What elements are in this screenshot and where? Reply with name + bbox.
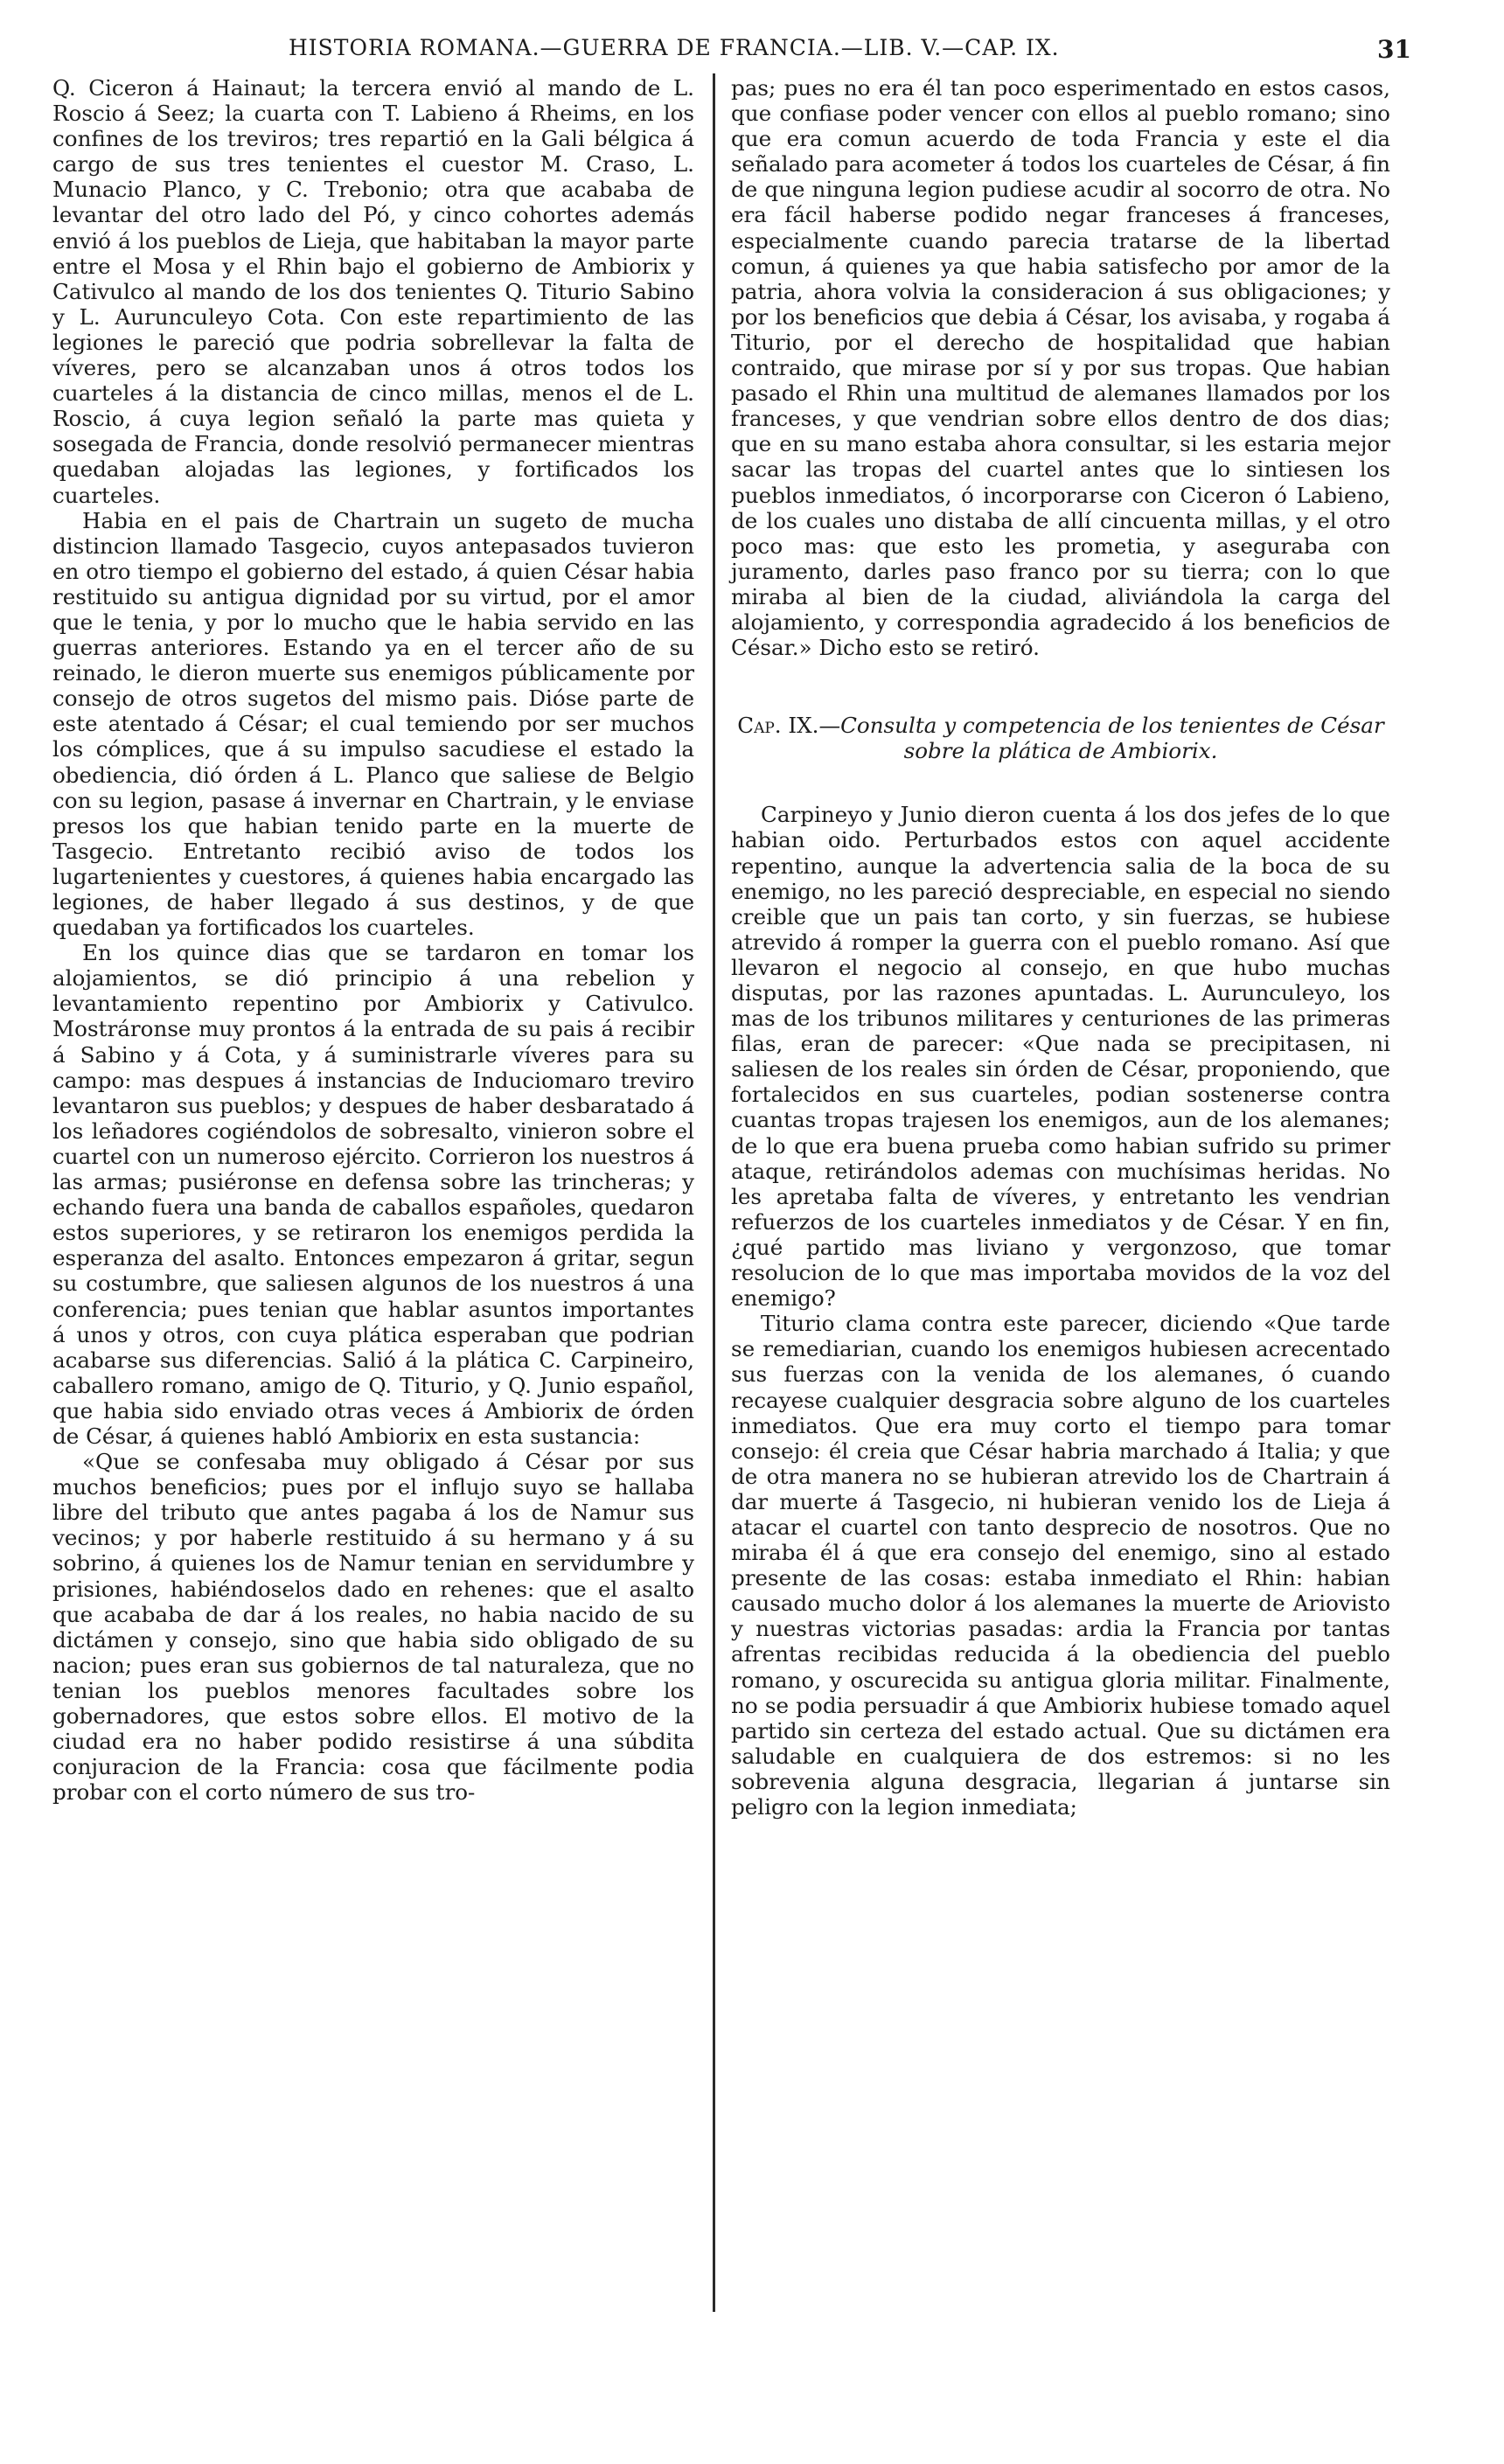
paragraph: Carpineyo y Junio dieron cuenta á los dos jefes de lo que habian oido. Perturbados estos con aquel accidente repentino, aunque la advertencia salia de la boca de su enemigo, no les pareció despreciable, en especial no siendo creible que un pais tan corto, y sin fuerzas, se hubiese atrevido á romper la guerra con el pueblo romano. Así que llevaron el negocio al consejo, en que hubo muchas disputas, por las razones apuntadas. L. Aurunculeyo, los mas de los tribunos militares y centuriones de las primeras filas, eran de parecer: «Que nada se precipitasen, ni saliesen de los reales sin órden de César, proponiendo, que fortalecidos en sus cuarteles, podian sostenerse contra cuantas tropas trajesen los enemigos, aun de los alemanes; de lo que era buena prueba como habian sufrido su primer ataque, retirándolos ademas con muchísimas heridas. No les apretaba falta de víveres, y entretanto les vendrian refuerzos de los cuarteles inmediatos y de César. Y en fin, ¿qué partido mas liviano y vergonzoso, que tomar resolucion de lo que mas importaba movidos de la voz del enemigo?: [731, 802, 1390, 1312]
paragraph: Q. Ciceron á Hainaut; la tercera envió al mando de L. Roscio á Seez; la cuarta con T. Labieno á Rheims, en los confines de los treviros; tres repartió en la Gali bélgica á cargo de sus tres tenientes el cuestor M. Craso, L. Munacio Planco, y C. Trebonio; otra que acababa de levantar del otro lado del Pó, y cinco cohortes además envió á los pueblos de Lieja, que habitaban la mayor parte entre el Mosa y el Rhin bajo el gobierno de Ambiorix y Cativulco al mando de los dos tenientes Q. Titurio Sabino y L. Aurunculeyo Cota. Con este repartimiento de las legiones le pareció que podria sobrellevar la falta de víveres, pero se alcanzaban unos á otros todos los cuarteles á la distancia de cinco millas, menos el de L. Roscio, á cuya legion señaló la parte mas quieta y sosegada de Francia, donde resolvió permanecer mientras quedaban alojadas las legiones, y fortificados los cuarteles.: [52, 75, 694, 508]
page-number: 31: [1377, 35, 1411, 64]
chapter-title: —Consulta y competencia de los tenientes de César sobre la plática de Ambiorix.: [818, 713, 1384, 764]
running-head: HISTORIA ROMANA.—GUERRA DE FRANCIA.—LIB. V.—CAP. IX.: [289, 35, 1060, 60]
paragraph: pas; pues no era él tan poco esperimentado en estos casos, que confiase poder vencer con ellos al pueblo romano; sino que era comun acuerdo de toda Francia y este el dia señalado para acometer á todos los cuarteles de César, á fin de que ninguna legion pudiese acudir al socorro de otra. No era fácil haberse podido negar franceses á franceses, especialmente cuando parecia tratarse de la libertad comun, á quienes ya que habia satisfecho por amor de la patria, ahora volvia la consideracion á sus obligaciones; y por los beneficios que debia á César, los avisaba, y rogaba á Titurio, por el derecho de hospitalidad que habian contraido, que mirase por sí y por sus tropas. Que habian pasado el Rhin una multitud de alemanes llamados por los franceses, y que vendrian sobre ellos dentro de dos dias; que en su mano estaba ahora consultar, si les estaria mejor sacar las tropas del cuartel antes que lo sintiesen los pueblos inmediatos, ó incorporarse con Ciceron ó Labieno, de los cuales uno distaba de allí cincuenta millas, y el otro poco mas: que esto les prometia, y aseguraba con juramento, darles paso franco por su tierra; con lo que miraba al bien de la ciudad, aliviándola la carga del alojamiento, y correspondia agradecido á los beneficios de César.» Dicho esto se retiró.: [731, 75, 1390, 661]
paragraph: Titurio clama contra este parecer, diciendo «Que tarde se remediarian, cuando los enemigos hubiesen acrecentado sus fuerzas con la venida de los alemanes, ó cuando recayese cualquier desgracia sobre alguno de los cuarteles inmediatos. Que era muy corto el tiempo para tomar consejo: él creia que César habria marchado á Italia; y que de otra manera no se hubieran atrevido los de Chartrain á dar muerte á Tasgecio, ni hubieran venido los de Lieja á atacar el cuartel con tanto desprecio de nosotros. Que no miraba él á que era consejo del enemigo, sino al estado presente de las cosas: estaba inmediato el Rhin: habian causado mucho dolor á los alemanes la muerte de Ariovisto y nuestras victorias pasadas: ardia la Francia por tantas afrentas recibidas reducida á la obediencia del pueblo romano, y oscurecida su antigua gloria militar. Finalmente, no se podia persuadir á que Ambiorix hubiese tomado aquel partido sin certeza del estado actual. Que su dictámen era saludable en cualquiera de dos estremos: si no les sobrevenia alguna desgracia, llegarian á juntarse sin peligro con la legion inmediata;: [731, 1311, 1390, 1820]
left-column: [52, 75, 694, 1805]
paragraph: En los quince dias que se tardaron en tomar los alojamientos, se dió principio á una rebelion y levantamiento repentino por Ambiorix y Cativulco. Mostráronse muy prontos á la entrada de su pais á recibir á Sabino y á Cota, y á suministrarle víveres para su campo: mas despues á instancias de Induciomaro treviro levantaron sus pueblos; y despues de haber desbaratado á los leñadores cogiéndolos de sobresalto, vinieron sobre el cuartel con un numeroso ejército. Corrieron los nuestros á las armas; pusiéronse en defensa sobre las trincheras; y echando fuera una banda de caballos españoles, quedaron estos superiores, y se retiraron los enemigos perdida la esperanza del asalto. Entonces empezaron á gritar, segun su costumbre, que saliesen algunos de los nuestros á una conferencia; pues tenian que hablar asuntos importantes á unos y otros, con cuya plática esperaban que podrian acabarse sus diferencias. Salió á la plática C. Carpineiro, caballero romano, amigo de Q. Titurio, y Q. Junio español, que habia sido enviado otras veces á Ambiorix de órden de César, á quienes habló Ambiorix en esta sustancia:: [52, 940, 694, 1449]
column-divider: [713, 73, 715, 2312]
chapter-label: Cap. IX.: [737, 713, 819, 739]
paragraph: Habia en el pais de Chartrain un sugeto de mucha distincion llamado Tasgecio, cuyos antepasados tuvieron en otro tiempo el gobierno del estado, á quien César habia restituido su antigua dignidad por su virtud, por el amor que le tenia, y por lo mucho que le habia servido en las guerras anteriores. Estando ya en el tercer año de su reinado, le dieron muerte sus enemigos públicamente por consejo de otros sugetos del mismo pais. Dióse parte de este atentado á César; el cual temiendo por ser muchos los cómplices, que á su impulso sacudiese el estado la obediencia, dió órden á L. Planco que saliese de Belgio con su legion, pasase á invernar en Chartrain, y le enviase presos los que habian tenido parte en la muerte de Tasgecio. Entretanto recibió aviso de todos los lugartenientes y cuestores, á quienes habia encargado las legiones, de haber llegado á sus destinos, y de que quedaban ya fortificados los cuarteles.: [52, 507, 694, 941]
chapter-heading: [731, 713, 1390, 763]
right-column: [731, 75, 1390, 1820]
paragraph: «Que se confesaba muy obligado á César por sus muchos beneficios; pues por el influjo suyo se hallaba libre del tributo que antes pagaba á los de Namur sus vecinos; y por haberle restituido á su hermano y á su sobrino, á quienes los de Namur tenian en servidumbre y prisiones, habiéndoselos dado en rehenes: que el asalto que acababa de dar á los reales, no habia nacido de su dictámen y consejo, sino que habia sido obligado de su nacion; pues eran sus gobiernos de tal naturaleza, que no tenian los pueblos menores facultades sobre los gobernadores, que estos sobre ellos. El motivo de la ciudad era no haber podido resistirse á una súbdita conjuracion de la Francia: cosa que fácilmente podia probar con el corto número de sus tro-: [52, 1449, 694, 1806]
page-header: [0, 35, 1504, 66]
